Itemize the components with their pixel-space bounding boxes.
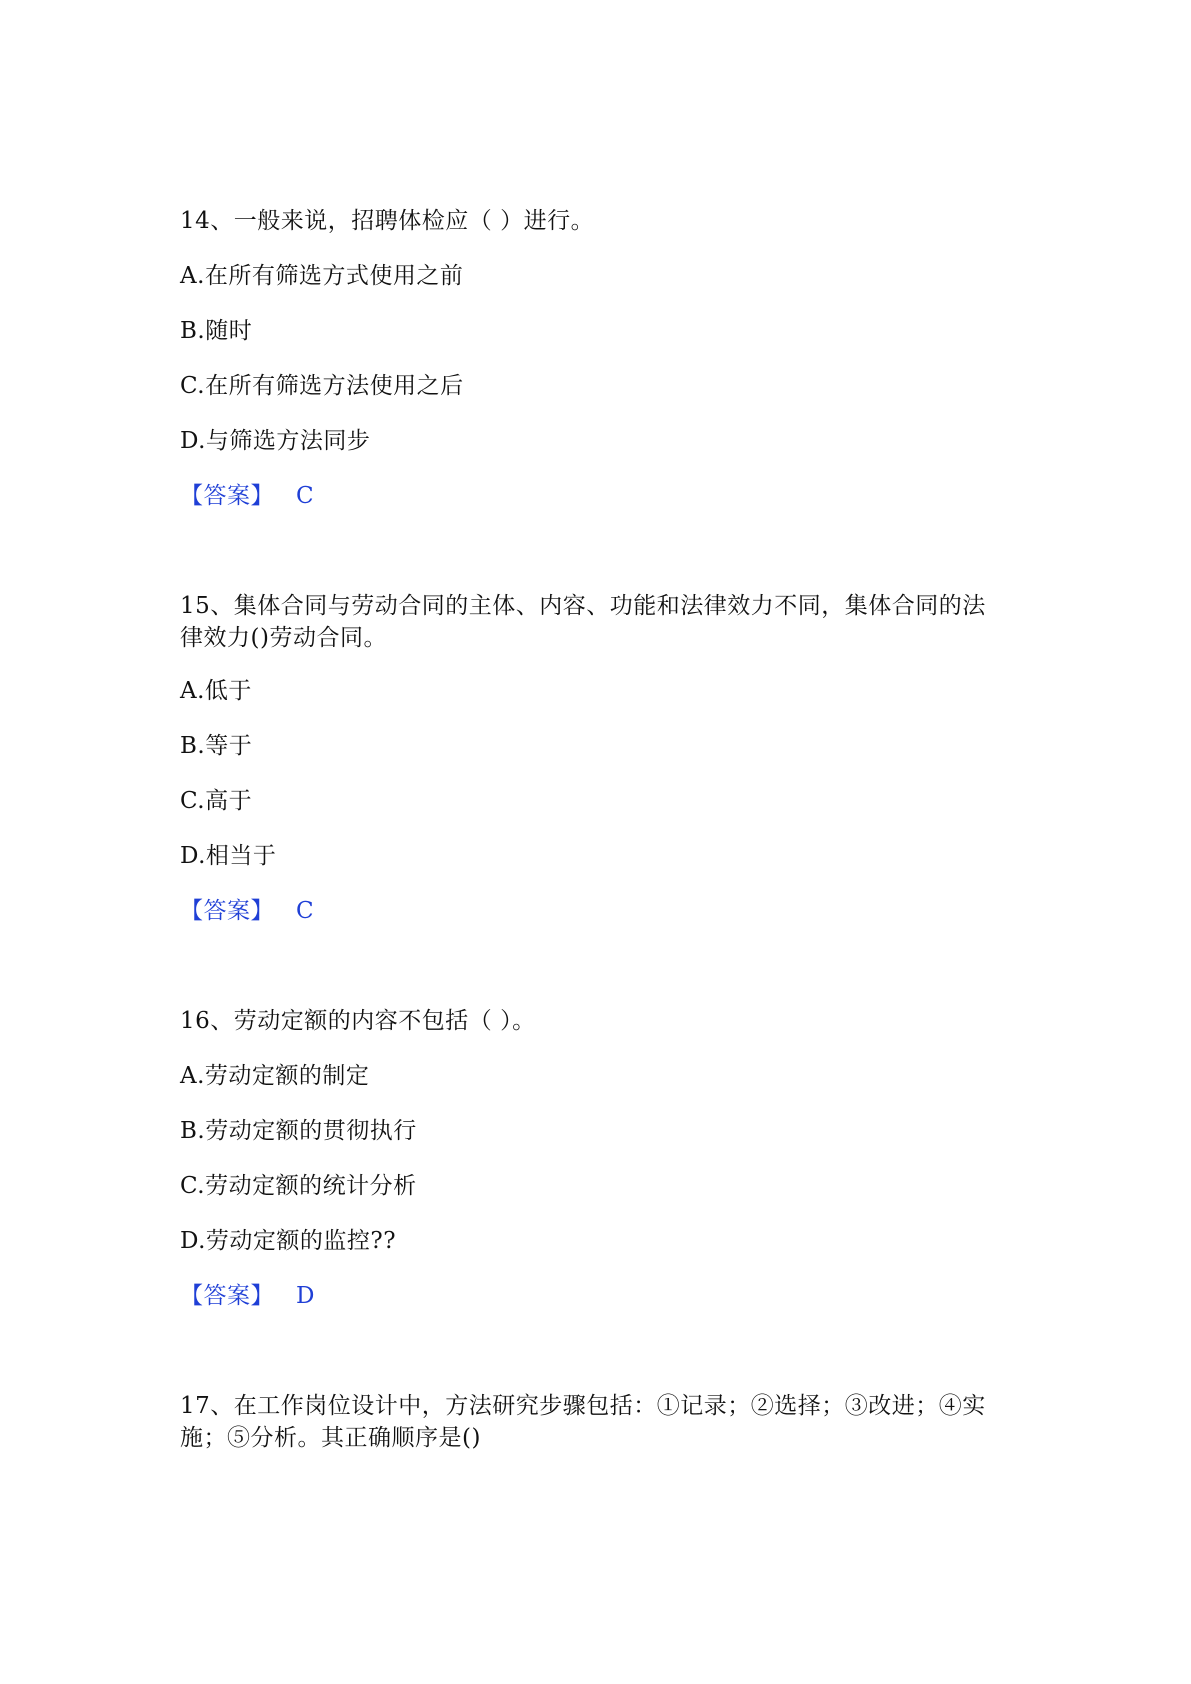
question-15-option-c: C.高于 (180, 788, 253, 814)
question-14-stem: 14、一般来说，招聘体检应（ ）进行。 (180, 208, 595, 234)
question-15-option-b: B.等于 (180, 733, 253, 759)
answer-value: D (296, 1283, 315, 1309)
answer-label: 【答案】 (180, 1283, 274, 1309)
question-14-option-d: D.与筛选方法同步 (180, 428, 371, 454)
question-16-option-b: B.劳动定额的贯彻执行 (180, 1118, 417, 1144)
question-15-option-d: D.相当于 (180, 843, 277, 869)
question-15-answer (180, 895, 314, 927)
answer-value: C (296, 483, 315, 509)
question-16-answer (180, 1280, 315, 1312)
question-17-stem-line-1: 17、在工作岗位设计中，方法研究步骤包括：①记录；②选择；③改进；④实 (180, 1393, 986, 1419)
question-15-stem-line-2: 律效力()劳动合同。 (180, 625, 387, 651)
answer-label: 【答案】 (180, 483, 274, 509)
question-15-stem-line-1: 15、集体合同与劳动合同的主体、内容、功能和法律效力不同，集体合同的法 (180, 593, 986, 619)
question-16-option-a: A.劳动定额的制定 (180, 1063, 370, 1089)
question-15-option-a: A.低于 (180, 678, 252, 704)
question-16-stem: 16、劳动定额的内容不包括（ ）。 (180, 1008, 536, 1034)
question-14-option-c: C.在所有筛选方法使用之后 (180, 373, 464, 399)
question-17-stem-line-2: 施；⑤分析。其正确顺序是() (180, 1425, 481, 1451)
question-16-option-c: C.劳动定额的统计分析 (180, 1173, 417, 1199)
question-16-option-d: D.劳动定额的监控?? (180, 1228, 397, 1254)
question-14-option-b: B.随时 (180, 318, 253, 344)
answer-label: 【答案】 (180, 898, 274, 924)
question-14-answer (180, 480, 314, 512)
answer-value: C (296, 898, 315, 924)
question-14-option-a: A.在所有筛选方式使用之前 (180, 263, 464, 289)
